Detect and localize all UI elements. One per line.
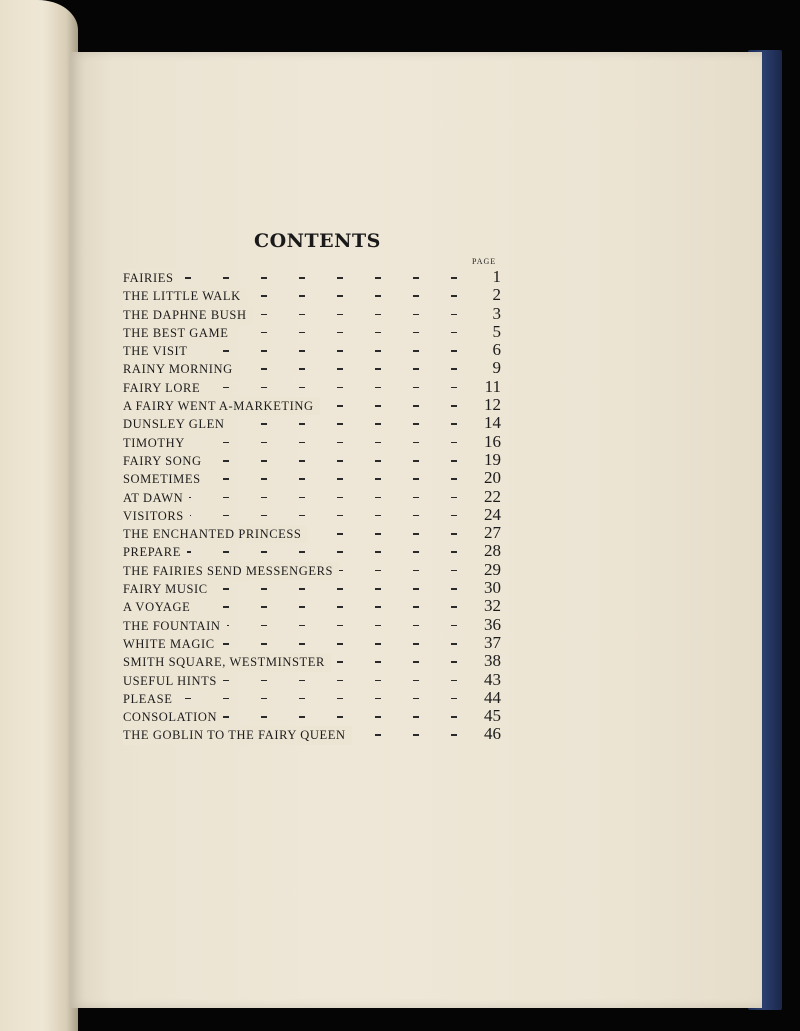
toc-entry-title: FAIRY SONG — [123, 452, 208, 470]
toc-entry-title: THE ENCHANTED PRINCESS — [123, 525, 307, 543]
toc-entry-title: AT DAWN — [123, 489, 189, 507]
toc-entry-page: 24 — [484, 504, 501, 524]
toc-entry-title: FAIRY LORE — [123, 379, 206, 397]
toc-entry — [123, 469, 503, 487]
toc-entry — [123, 433, 503, 451]
toc-entry-title: SMITH SQUARE, WESTMINSTER — [123, 653, 331, 671]
toc-entry-title: VISITORS — [123, 507, 190, 525]
toc-entry-title: WHITE MAGIC — [123, 635, 221, 653]
toc-entry — [123, 725, 503, 743]
toc-entry — [123, 597, 503, 615]
toc-entry — [123, 561, 503, 579]
toc-entry-title: A FAIRY WENT A-MARKETING — [123, 397, 320, 415]
toc-entry-page: 12 — [484, 395, 501, 415]
page-column-header: PAGE — [472, 257, 497, 266]
toc-entry-page: 1 — [492, 267, 501, 286]
toc-entry — [123, 396, 503, 414]
toc-entry-page: 2 — [492, 285, 501, 305]
toc-entry — [123, 524, 503, 542]
toc-entry — [123, 488, 503, 506]
toc-entry-title: PREPARE — [123, 543, 187, 561]
toc-entry-page: 20 — [484, 468, 501, 488]
toc-entry — [123, 579, 503, 597]
toc-entry — [123, 268, 503, 286]
toc-entry — [123, 671, 503, 689]
toc-entry — [123, 341, 503, 359]
toc-entry-title: FAIRY MUSIC — [123, 580, 214, 598]
toc-entry-page: 46 — [484, 724, 501, 744]
toc-entry — [123, 634, 503, 652]
contents-list — [123, 268, 503, 744]
toc-entry-page: 45 — [484, 706, 501, 726]
toc-entry-page: 38 — [484, 651, 501, 671]
toc-entry-title: THE GOBLIN TO THE FAIRY QUEEN — [123, 726, 352, 744]
toc-entry-title: A VOYAGE — [123, 598, 196, 616]
toc-entry-title: TIMOTHY — [123, 434, 191, 452]
toc-entry-page: 43 — [484, 669, 501, 689]
toc-entry — [123, 506, 503, 524]
toc-entry-page: 22 — [484, 486, 501, 506]
toc-entry-page: 3 — [492, 303, 501, 323]
toc-entry-page: 44 — [484, 687, 501, 707]
toc-entry-title: THE VISIT — [123, 342, 194, 360]
toc-entry-page: 37 — [484, 632, 501, 652]
toc-entry-page: 9 — [492, 358, 501, 378]
toc-entry — [123, 616, 503, 634]
toc-entry — [123, 414, 503, 432]
toc-entry — [123, 707, 503, 725]
left-page — [0, 0, 78, 1031]
toc-entry — [123, 652, 503, 670]
toc-entry-page: 32 — [484, 596, 501, 616]
toc-entry — [123, 378, 503, 396]
toc-entry-page: 28 — [484, 541, 501, 561]
toc-entry-page: 5 — [492, 321, 501, 341]
toc-entry-page: 6 — [492, 340, 501, 360]
toc-entry-title: THE DAPHNE BUSH — [123, 306, 253, 324]
toc-entry — [123, 689, 503, 707]
toc-entry — [123, 451, 503, 469]
toc-entry-title: CONSOLATION — [123, 708, 223, 726]
contents-title: CONTENTS — [254, 230, 381, 252]
toc-entry-page: 14 — [484, 413, 501, 433]
toc-entry-page: 29 — [484, 559, 501, 579]
toc-entry-title: RAINY MORNING — [123, 360, 239, 378]
toc-entry-page: 11 — [484, 376, 501, 396]
toc-entry — [123, 359, 503, 377]
toc-entry — [123, 305, 503, 323]
toc-entry-page: 36 — [484, 614, 501, 634]
toc-entry-page: 19 — [484, 449, 501, 469]
toc-entry-title: THE BEST GAME — [123, 324, 235, 342]
toc-entry-title: SOMETIMES — [123, 470, 207, 488]
toc-entry-page: 27 — [484, 523, 501, 543]
toc-entry-title: USEFUL HINTS — [123, 672, 223, 690]
toc-entry — [123, 286, 503, 304]
toc-entry-title: PLEASE — [123, 690, 178, 708]
toc-entry-title: THE FOUNTAIN — [123, 617, 227, 635]
toc-entry-page: 16 — [484, 431, 501, 451]
toc-entry-title: THE FAIRIES SEND MESSENGERS — [123, 562, 339, 580]
toc-entry-title: THE LITTLE WALK — [123, 287, 247, 305]
toc-entry-page: 30 — [484, 578, 501, 598]
toc-entry — [123, 323, 503, 341]
toc-entry — [123, 542, 503, 560]
toc-entry-title: DUNSLEY GLEN — [123, 415, 231, 433]
toc-entry-title: FAIRIES — [123, 269, 180, 287]
